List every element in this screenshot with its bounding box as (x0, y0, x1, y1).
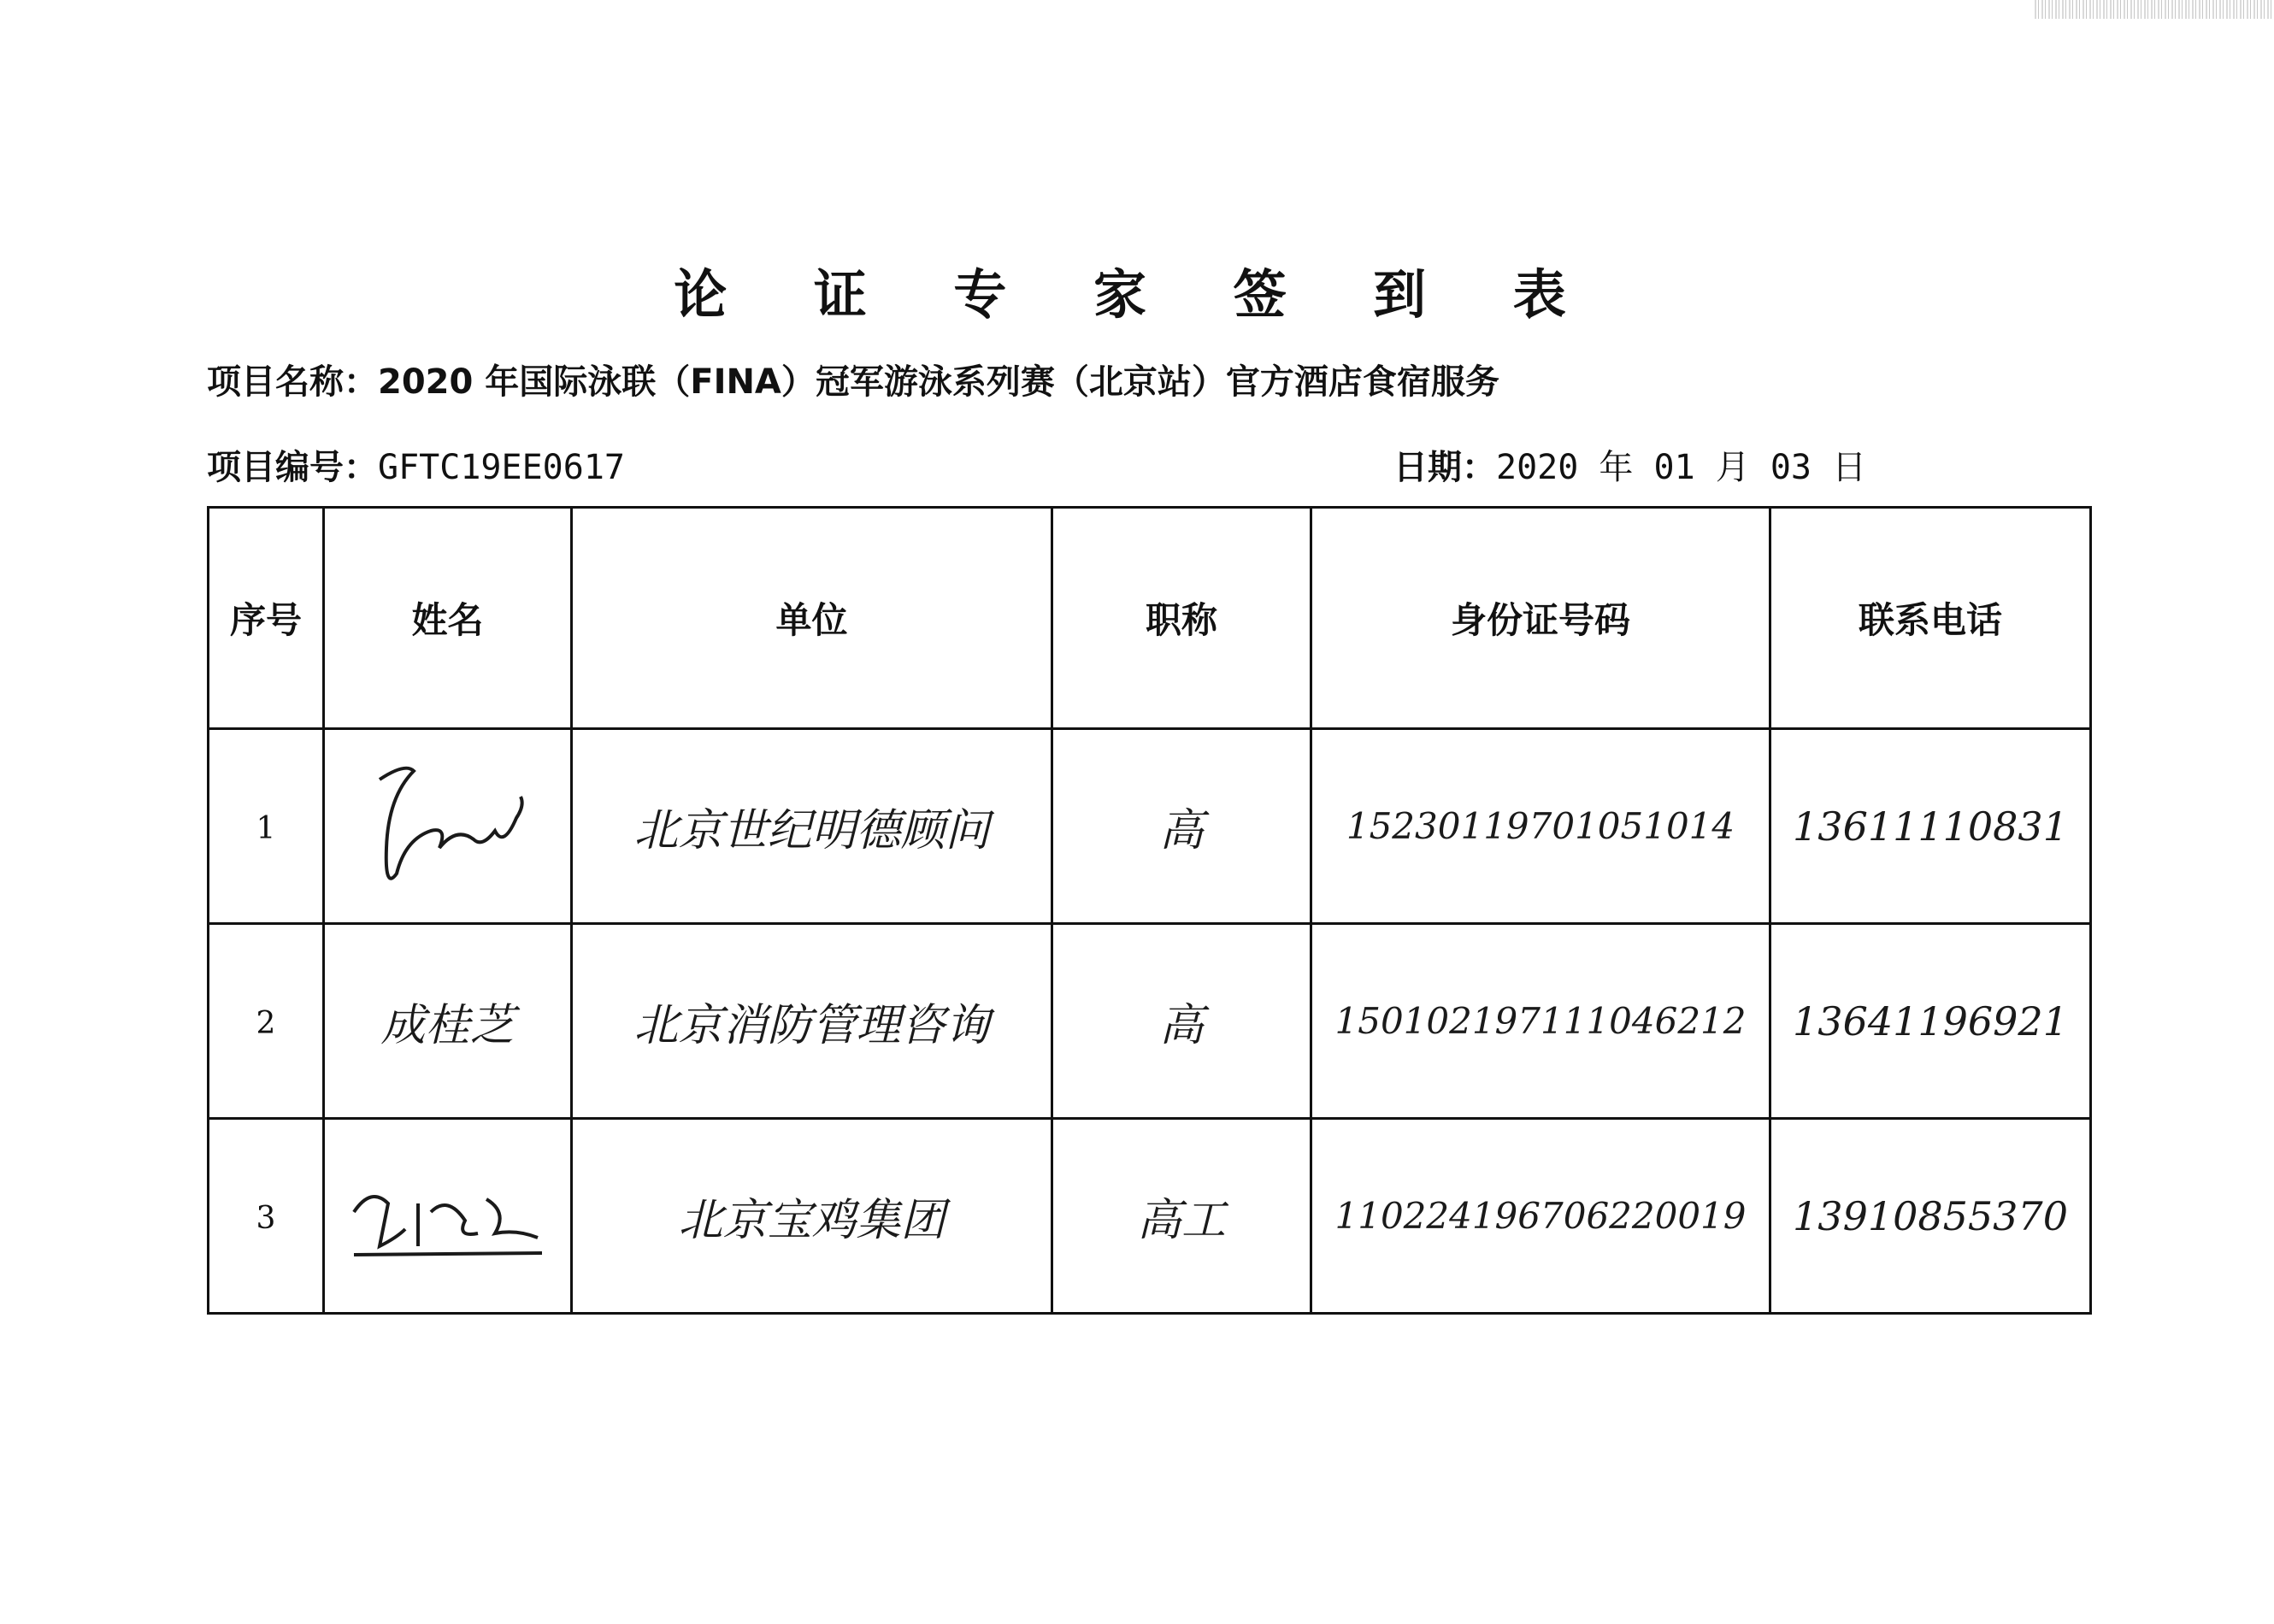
header-id-number: 身份证号码 (1311, 508, 1770, 729)
title-text: 高 (1158, 805, 1204, 856)
phone-text: 13611110831 (1793, 803, 2068, 850)
project-name-line (207, 355, 1499, 403)
project-code-label: 项目编号： (207, 448, 378, 487)
unit-text: 北京世纪明德顾问 (633, 805, 990, 856)
table-header-row (209, 508, 2091, 729)
unit-text: 北京宝鸡集团 (678, 1195, 946, 1246)
phone-text: 13910855370 (1793, 1192, 2068, 1239)
header-name: 姓名 (324, 508, 572, 729)
row-id-number (1311, 924, 1770, 1119)
unit-text: 北京消防管理咨询 (633, 1000, 990, 1051)
project-code-value: GFTC19EE0617 (378, 448, 625, 487)
scan-barcode-strip (2035, 0, 2274, 19)
row-seq (209, 924, 324, 1119)
seq-number: 2 (256, 1006, 276, 1041)
date-line (1393, 440, 1866, 489)
row-name-signature (324, 1119, 572, 1314)
title-text: 高工 (1136, 1195, 1226, 1246)
header-seq: 序号 (209, 508, 324, 729)
handwritten-signature-icon (354, 745, 542, 908)
row-id-number (1311, 1119, 1770, 1314)
project-name-label: 项目名称： (207, 362, 378, 402)
expert-signin-table (207, 506, 2092, 1315)
row-name (324, 924, 572, 1119)
table-row (209, 729, 2091, 924)
handwritten-signature-icon (337, 1152, 559, 1280)
row-seq (209, 1119, 324, 1314)
row-seq (209, 729, 324, 924)
header-phone: 联系电话 (1770, 508, 2091, 729)
name-text: 成桂芝 (380, 1000, 515, 1051)
header-unit: 单位 (572, 508, 1052, 729)
date-value: 2020 年 01 月 03 日 (1496, 448, 1867, 487)
table-row (209, 924, 2091, 1119)
row-title (1052, 1119, 1311, 1314)
id-number-text: 15230119701051014 (1346, 805, 1735, 847)
row-name-signature (324, 729, 572, 924)
row-id-number (1311, 729, 1770, 924)
id-number-text: 150102197111046212 (1334, 1000, 1747, 1042)
row-title (1052, 924, 1311, 1119)
seq-number: 3 (256, 1201, 276, 1236)
row-phone (1770, 924, 2091, 1119)
phone-text: 13641196921 (1793, 997, 2068, 1044)
project-code-line (207, 440, 625, 489)
row-title (1052, 729, 1311, 924)
row-phone (1770, 729, 2091, 924)
row-phone (1770, 1119, 2091, 1314)
header-title: 职称 (1052, 508, 1311, 729)
date-label: 日期： (1393, 448, 1496, 487)
row-unit (572, 1119, 1052, 1314)
row-unit (572, 729, 1052, 924)
page-title: 论 证 专 家 签 到 表 (674, 263, 1600, 326)
title-text: 高 (1158, 1000, 1204, 1051)
row-unit (572, 924, 1052, 1119)
table-row (209, 1119, 2091, 1314)
seq-number: 1 (256, 811, 276, 846)
project-name-value: 2020 年国际泳联（FINA）冠军游泳系列赛（北京站）官方酒店食宿服务 (378, 362, 1499, 402)
id-number-text: 110224196706220019 (1334, 1195, 1747, 1237)
